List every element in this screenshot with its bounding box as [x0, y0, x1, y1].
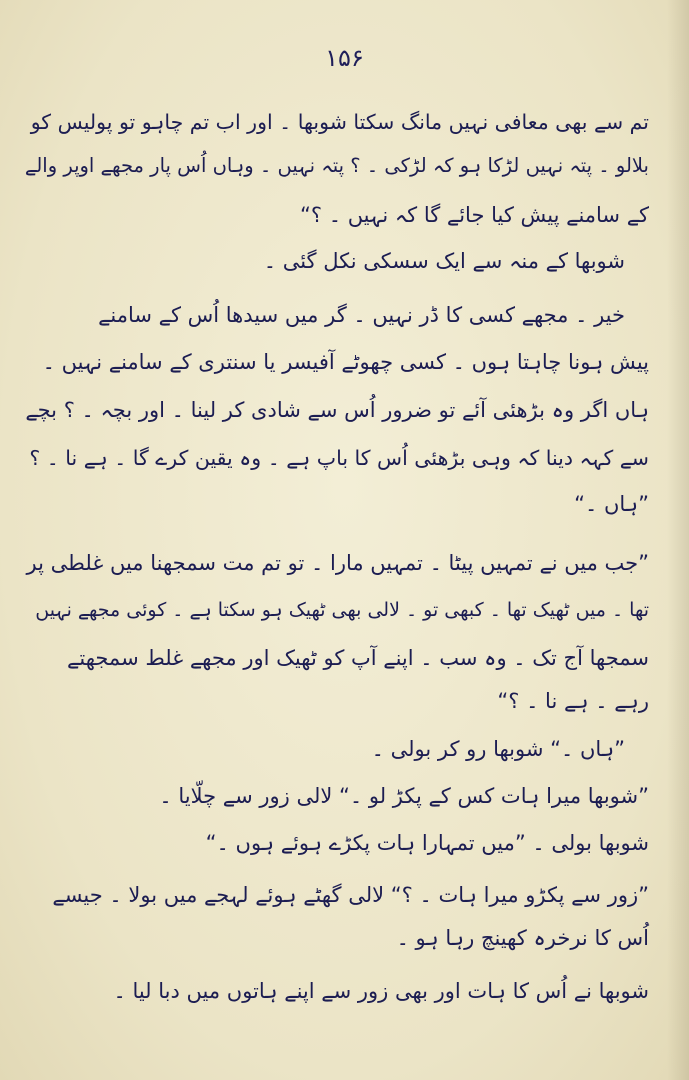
text-line-11: تھا ۔ میں ٹھیک تھا ۔ کبھی تو ۔ لالی بھی ٹھیک ہو سکتا ہے ۔ کوئی مجھے نہیں: [35, 599, 649, 621]
text-line-16: شوبھا بولی ۔ ”میں تمہارا ہات پکڑے ہوئے ہوں ۔“: [205, 831, 649, 855]
text-line-12: سمجھا آج تک ۔ وہ سب ۔ اپنے آپ کو ٹھیک اور مجھے غلط سمجھتے: [67, 646, 649, 670]
text-line-2: بلالو ۔ پتہ نہیں لڑکا ہو کہ لڑکی ۔ ؟ پتہ نہیں ۔ وہاں اُس پار مجھے اوپر والے: [24, 154, 649, 177]
page-number: ۱۵۶: [325, 44, 364, 72]
text-line-7: ہاں اگر وہ بڑھئی آئے تو ضرور اُس سے شادی کر لینا ۔ اور بچہ ۔ ؟ بچے: [25, 398, 649, 422]
text-line-14: ”ہاں ۔“ شوبھا رو کر بولی ۔: [371, 737, 625, 761]
text-line-3: کے سامنے پیش کیا جائے گا کہ نہیں ۔ ؟“: [300, 203, 649, 227]
text-line-18: اُس کا نرخرہ کھینچ رہا ہو ۔: [396, 926, 649, 950]
text-line-6: پیش ہونا چاہتا ہوں ۔ کسی چھوٹے آفیسر یا سنتری کے سامنے نہیں ۔: [42, 350, 649, 374]
text-line-9: ”ہاں ۔“: [574, 492, 649, 516]
text-line-17: ”زور سے پکڑو میرا ہات ۔ ؟“ لالی گھٹے ہوئے لہجے میں بولا ۔ جیسے: [52, 883, 649, 907]
page-edge-shadow: [667, 0, 689, 1080]
text-line-4: شوبھا کے منہ سے ایک سسکی نکل گئی ۔: [263, 249, 625, 273]
text-line-1: تم سے بھی معافی نہیں مانگ سکتا شوبھا ۔ اور اب تم چاہو تو پولیس کو: [30, 110, 649, 134]
text-line-8: سے کہہ دینا کہ وہی بڑھئی اُس کا باپ ہے ۔ وہ یقین کرے گا ۔ ہے نا ۔ ؟: [29, 446, 649, 470]
text-line-10: ”جب میں نے تمہیں پیٹا ۔ تمہیں مارا ۔ تو تم مت سمجھنا میں غلطی پر: [26, 551, 649, 575]
text-line-19: شوبھا نے اُس کا ہات اور بھی زور سے اپنے ہاتوں میں دبا لیا ۔: [113, 979, 649, 1003]
text-line-13: رہے ۔ ہے نا ۔ ؟“: [497, 689, 649, 713]
text-line-15: ”شوبھا میرا ہات کس کے پکڑ لو ۔“ لالی زور سے چلّایا ۔: [159, 784, 649, 808]
text-line-5: خیر ۔ مجھے کسی کا ڈر نہیں ۔ گر میں سیدھا اُس کے سامنے: [98, 303, 625, 327]
